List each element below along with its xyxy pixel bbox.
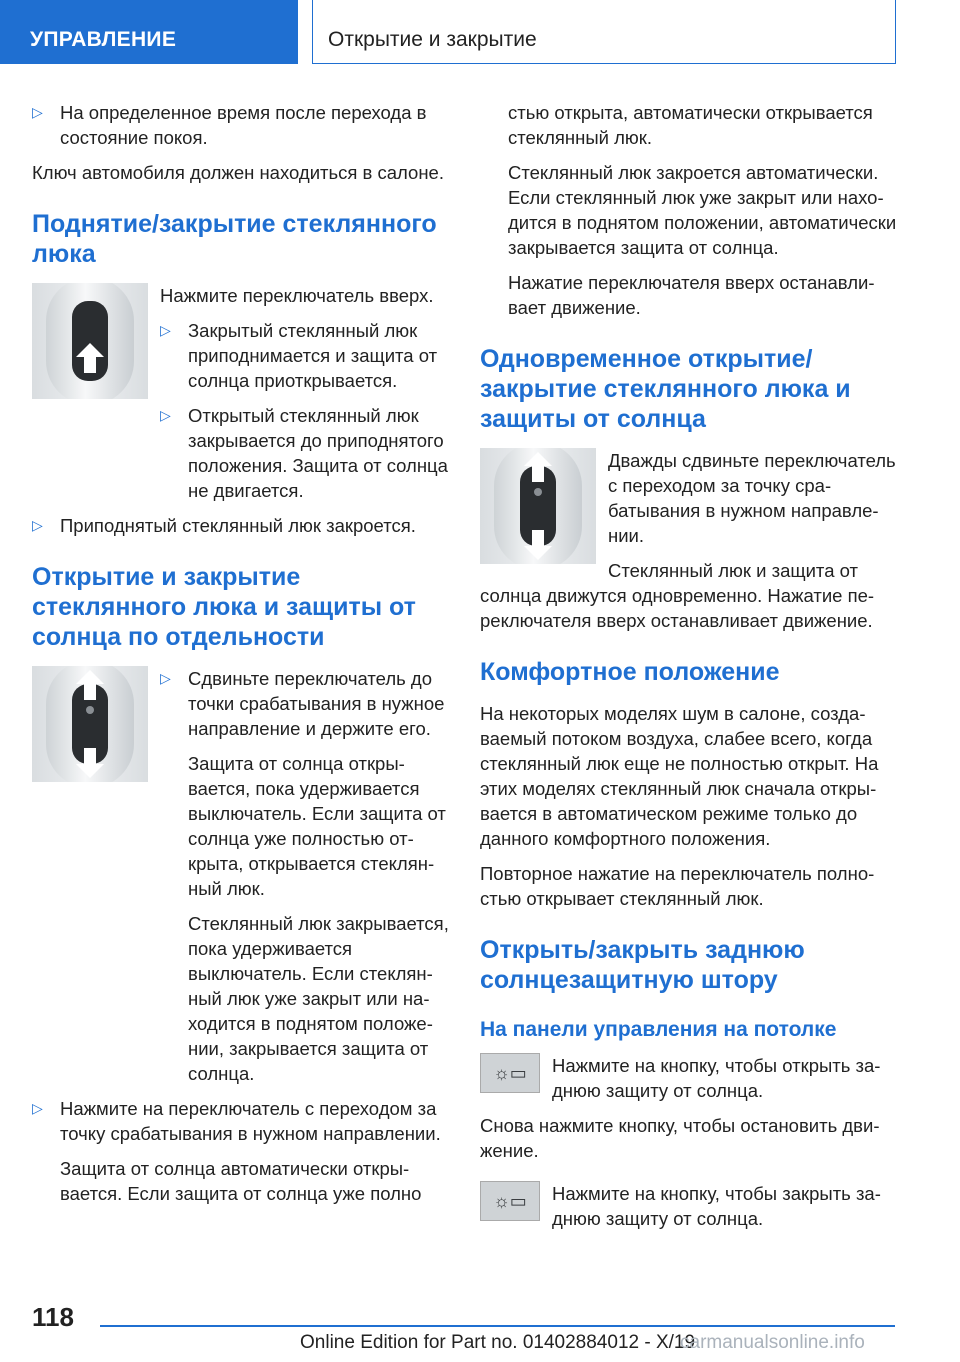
switch-up-image bbox=[32, 283, 148, 399]
simultaneous-paragraph: Стеклянный люк и защита от солнца движутся одновременно. Нажатие переключателя вверх останавливает движение. bbox=[480, 560, 875, 631]
heading-raise-close: Поднятие/закрытие стеклянного люка bbox=[32, 210, 437, 268]
list-item-text: Приподнятый стеклянный люк закроется. bbox=[60, 515, 416, 536]
list-item bbox=[32, 513, 450, 538]
raise-instruction: Нажмите переключатель вверх. bbox=[160, 285, 434, 306]
bullet-triangle-icon: ▷ bbox=[32, 104, 43, 120]
bullet-triangle-icon: ▷ bbox=[160, 322, 171, 338]
bullet-triangle-icon: ▷ bbox=[32, 1100, 43, 1116]
switch-double-image bbox=[480, 448, 596, 564]
bullet-triangle-icon: ▷ bbox=[160, 407, 171, 423]
list-item-text: Сдвиньте переключатель до точки срабатывания в нужное направление и держите его. bbox=[188, 668, 445, 739]
heading-rear-blind: Открыть/закрыть заднюю солнцезащитную штору bbox=[480, 936, 805, 994]
watermark: carmanualsonline.info bbox=[680, 1332, 865, 1353]
button-open-text: Нажмите на кнопку, чтобы открыть заднюю защиту от солнца. bbox=[552, 1055, 881, 1101]
page-number: 118 bbox=[32, 1302, 74, 1332]
figure-simultaneous bbox=[480, 448, 898, 548]
list-item bbox=[160, 403, 450, 503]
subheading-ceiling-panel: На панели управления на потолке bbox=[480, 1018, 837, 1041]
figure-separate bbox=[32, 666, 450, 1086]
right-column bbox=[480, 100, 898, 1241]
list-item-text: Защита от солнца автоматически открывается. Если защита от солнца уже полно bbox=[60, 1158, 422, 1204]
list-item bbox=[32, 1096, 450, 1206]
paragraph-auto-close: Стеклянный люк закроется автоматически. Если стеклянный люк уже закрыт или находится в поднятом положении, автоматически закрывается защита от солнца. bbox=[508, 162, 897, 258]
switch-up-down-image bbox=[32, 666, 148, 782]
list-item-text: На определенное время после перехода в состояние покоя. bbox=[60, 102, 427, 148]
chapter-title: Открытие и закрытие bbox=[312, 0, 896, 64]
list-item-text: Закрытый стеклянный люк приподнимается и защита от солнца приоткрывается. bbox=[188, 320, 438, 391]
footer-edition: Online Edition for Part no. 01402884012 - X/19 bbox=[300, 1332, 696, 1353]
list-item-text: Открытый стеклянный люк закрывается до приподнятого положения. Защита от солнца не двигается. bbox=[188, 405, 448, 501]
list-item bbox=[160, 666, 450, 1086]
bullet-triangle-icon: ▷ bbox=[32, 517, 43, 533]
simultaneous-instruction: Дважды сдвиньте переключатель с переходом за точку срабатывания в нужном направлении. bbox=[608, 450, 896, 546]
comfort-paragraph-2: Повторное нажатие на переключатель полностью открывает стеклянный люк. bbox=[480, 863, 875, 909]
section-tab: УПРАВЛЕНИЕ bbox=[0, 0, 298, 64]
heading-separate: Открытие и закрытие стеклянного люка и защиты от солнца по отдельности bbox=[32, 563, 416, 651]
footer-divider bbox=[100, 1325, 895, 1327]
paragraph-key: Ключ автомобиля должен находиться в салоне. bbox=[32, 162, 444, 183]
comfort-paragraph-1: На некоторых моделях шум в салоне, создаваемый потоком воздуха, слабее всего, когда стеклянный люк еще не полностью открыт. На этих моделях стеклянный люк сначала открывается в автоматическом режиме только до данного комфортного положения. bbox=[480, 703, 879, 849]
button-close-text: Нажмите на кнопку, чтобы закрыть заднюю защиту от солнца. bbox=[552, 1183, 881, 1229]
figure-button-close bbox=[480, 1181, 898, 1241]
list-item bbox=[32, 100, 450, 150]
list-item-text: Нажмите на переключатель с переходом за точку срабатывания в нужном направлении. bbox=[60, 1098, 441, 1144]
paragraph-continued: стью открыта, автоматически открывается стеклянный люк. bbox=[508, 102, 873, 148]
heading-simultaneous: Одновременное открытие/закрытие стеклянного люка и защиты от солнца bbox=[480, 345, 851, 433]
heading-comfort: Комфортное положение bbox=[480, 658, 780, 686]
list-item-text: Защита от солнца открывается, пока удерживается выключатель. Если защита от солнца уже полностью открыта, открывается стеклянный люк. bbox=[188, 753, 446, 899]
list-item bbox=[160, 318, 450, 393]
figure-raise bbox=[32, 283, 450, 503]
paragraph-stop: Нажатие переключателя вверх останавливает движение. bbox=[508, 272, 875, 318]
button-stop-text: Снова нажмите кнопку, чтобы остановить движение. bbox=[480, 1115, 880, 1161]
figure-button-open bbox=[480, 1053, 898, 1113]
bullet-triangle-icon: ▷ bbox=[160, 670, 171, 686]
sunblind-button-icon: ☼▭ bbox=[480, 1053, 540, 1093]
left-column bbox=[32, 100, 450, 1216]
sunblind-button-icon: ☼▭ bbox=[480, 1181, 540, 1221]
list-item-text: Стеклянный люк закрывается, пока удерживается выключатель. Если стеклянный люк уже закрыт или находится в поднятом положении, закрывается защита от солнца. bbox=[188, 913, 449, 1084]
